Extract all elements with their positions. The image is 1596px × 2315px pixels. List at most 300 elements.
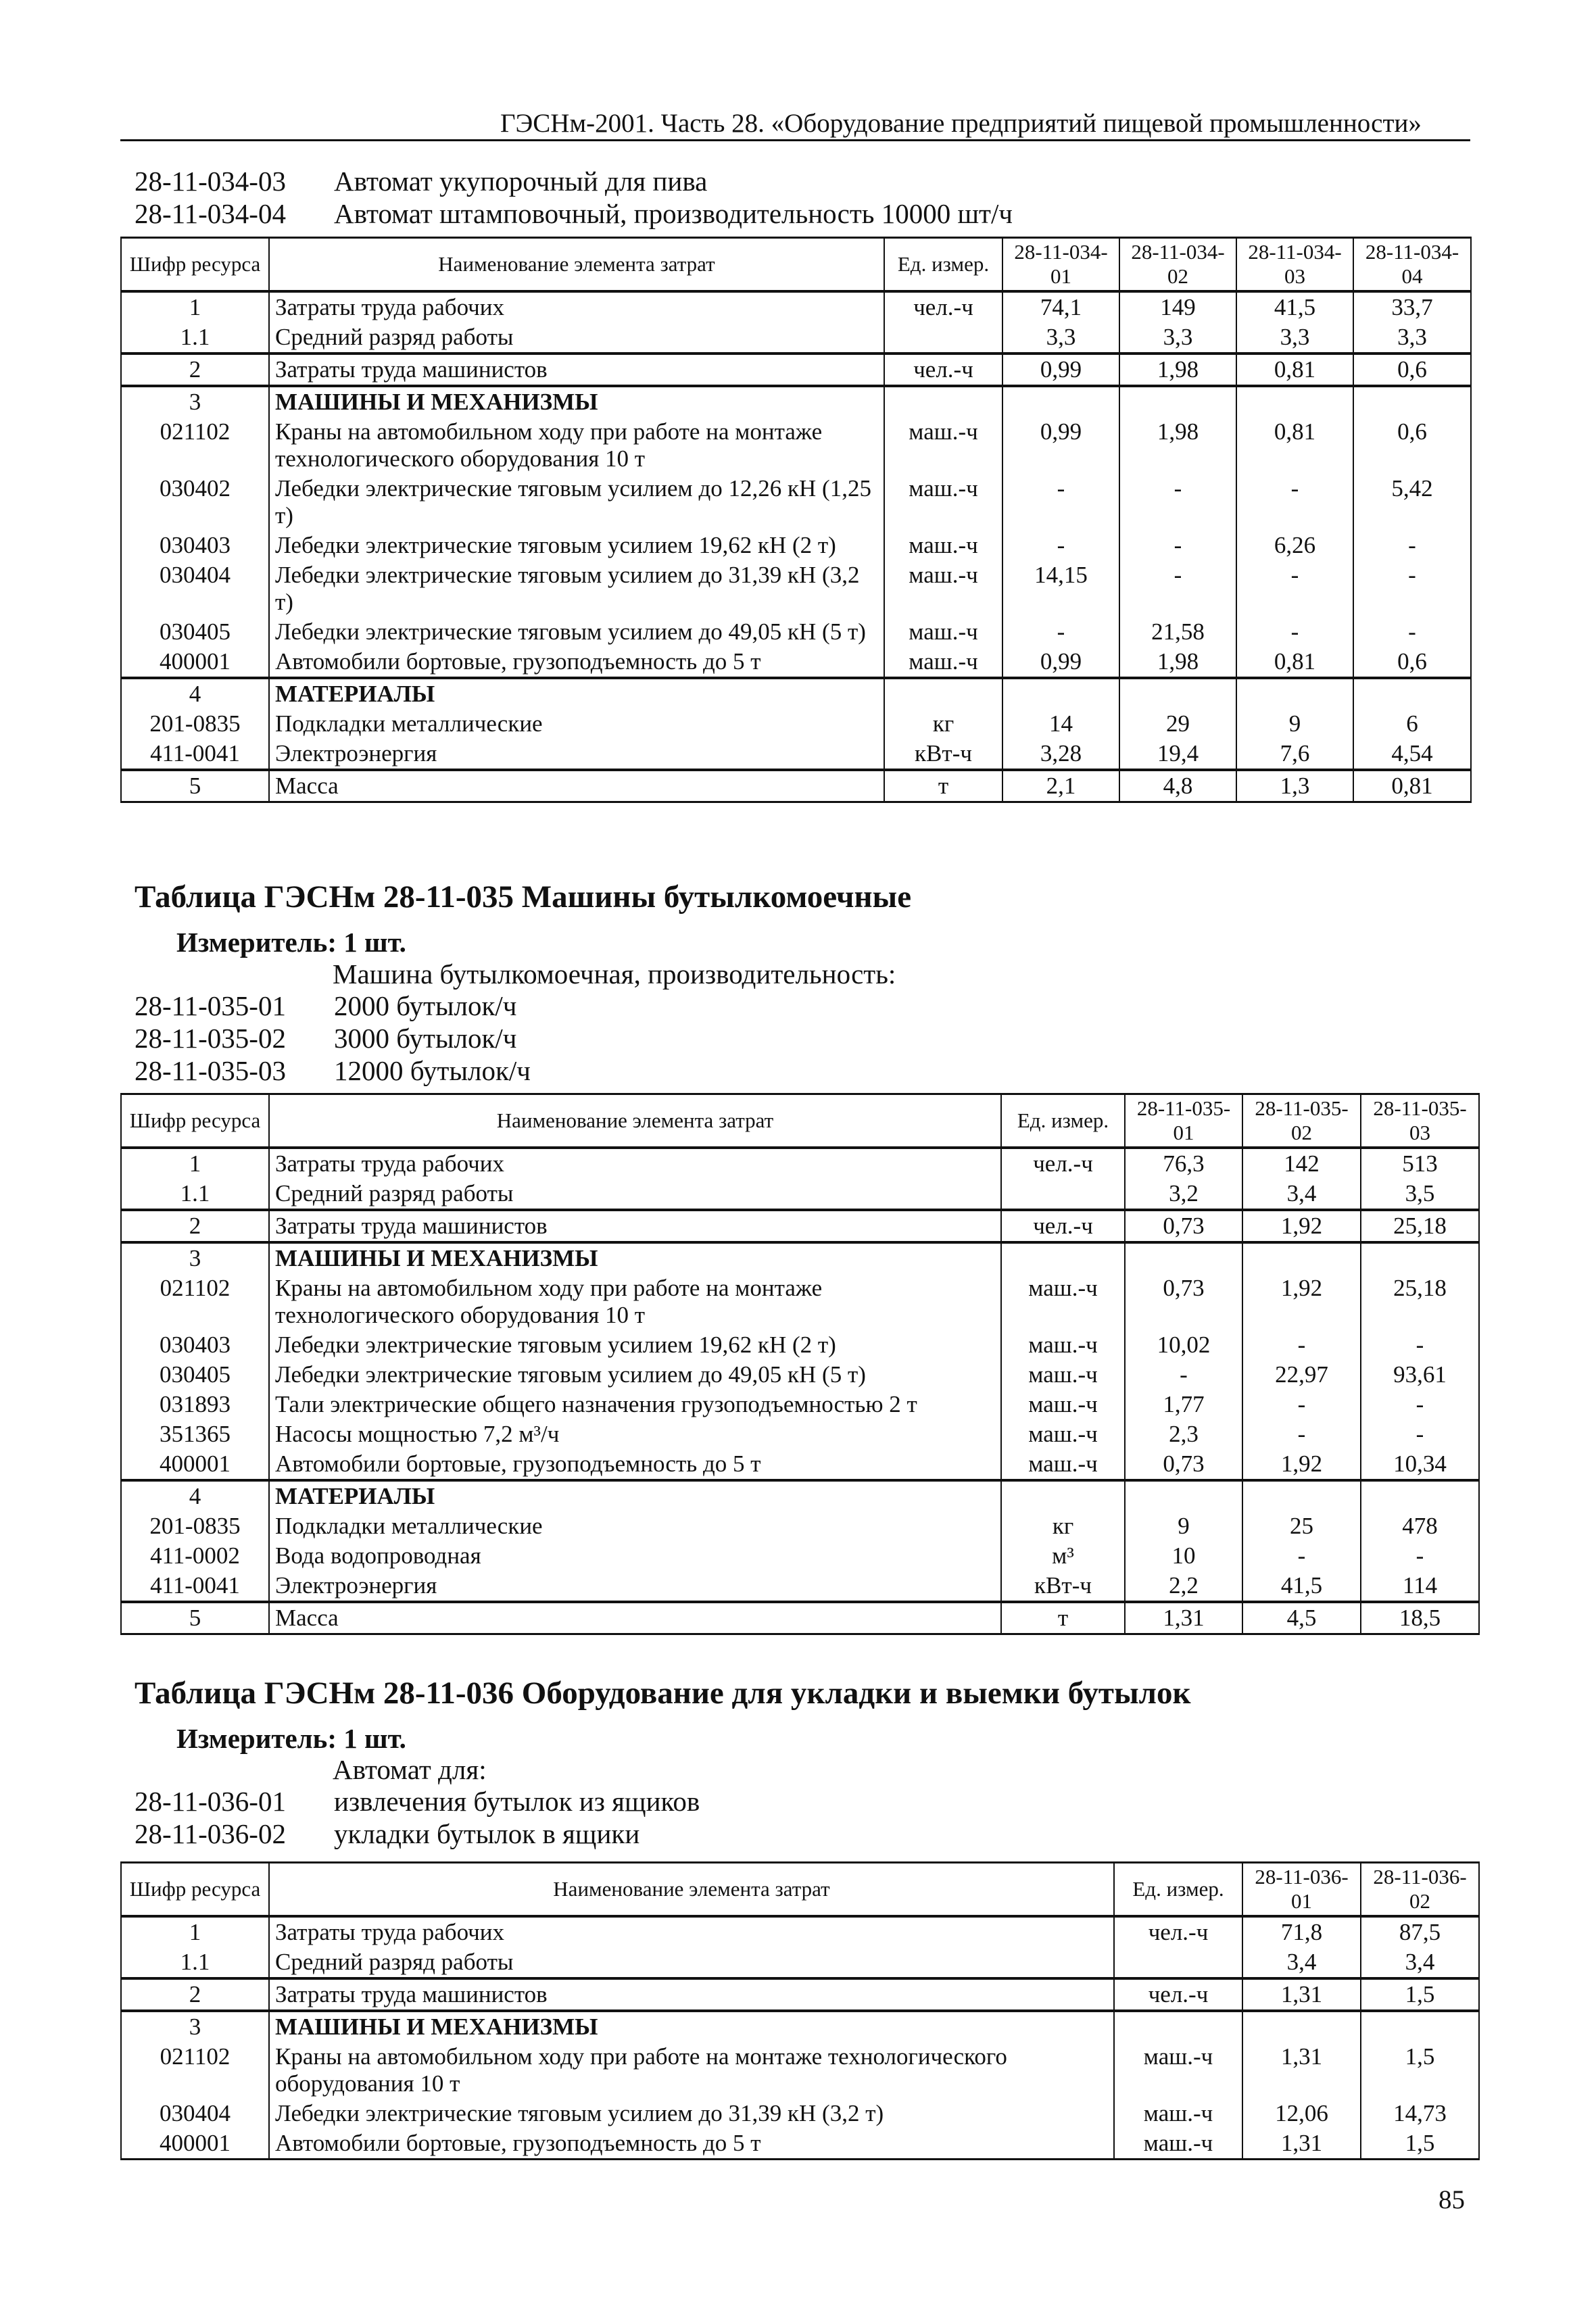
table-row (121, 531, 1471, 560)
norm-value: 3,4 (1242, 1947, 1361, 1978)
norm-value: 10,02 (1125, 1330, 1242, 1360)
norm-value: - (1119, 531, 1236, 560)
norm-description: 2000 бутылок/ч (334, 990, 517, 1021)
unit: маш.-ч (1114, 2128, 1242, 2160)
norm-code: 28-11-035-01 (135, 990, 286, 1021)
header-rule (120, 139, 1470, 141)
table-row (121, 1947, 1479, 1978)
resource-code: 2 (121, 1978, 269, 2011)
table-row (121, 739, 1471, 770)
norm-code: 28-11-035-03 (135, 1055, 286, 1086)
norm-value: 1,98 (1119, 354, 1236, 386)
norm-value: 3,28 (1002, 739, 1119, 770)
norm-value: 33,7 (1353, 291, 1471, 322)
norm-value: 2,3 (1125, 1419, 1242, 1449)
norm-value: - (1361, 1419, 1479, 1449)
resource-code: 1 (121, 1148, 269, 1179)
unit: чел.-ч (1114, 1978, 1242, 2011)
header-norm-column: 28-11-034-01 (1002, 238, 1119, 292)
norm-code: 28-11-036-01 (135, 1786, 286, 1817)
norm-value: 87,5 (1361, 1916, 1479, 1947)
norm-value (1361, 1480, 1479, 1511)
norm-value: 6,26 (1236, 531, 1353, 560)
norm-value (1125, 1242, 1242, 1273)
code-line (135, 1785, 700, 1818)
page-header: ГЭСНм-2001. Часть 28. «Оборудование предприятий пищевой промышленности» (500, 109, 1422, 138)
resource-code: 400001 (121, 2128, 269, 2160)
resource-code: 400001 (121, 1449, 269, 1480)
resource-code: 400001 (121, 647, 269, 678)
unit: маш.-ч (1001, 1330, 1125, 1360)
cost-element-name: Краны на автомобильном ходу при работе на монтаже технологического оборудования 10 т (269, 417, 884, 474)
norm-table-035 (120, 1093, 1480, 1635)
cost-element-name: Затраты труда машинистов (269, 1978, 1114, 2011)
header-unit: Ед. измер. (884, 238, 1002, 292)
unit: кг (884, 709, 1002, 739)
section-row (121, 1242, 1479, 1273)
norm-value (1236, 678, 1353, 709)
unit: чел.-ч (1001, 1210, 1125, 1242)
norm-value: 22,97 (1242, 1360, 1361, 1390)
table-row (121, 1541, 1479, 1571)
norm-value: 5,42 (1353, 474, 1471, 531)
header-norm-column: 28-11-034-03 (1236, 238, 1353, 292)
norm-value: 0,6 (1353, 647, 1471, 678)
norm-value: 14 (1002, 709, 1119, 739)
norm-value: 0,6 (1353, 417, 1471, 474)
norm-description: 3000 бутылок/ч (334, 1023, 517, 1054)
norm-value: - (1361, 1541, 1479, 1571)
norm-value (1242, 1480, 1361, 1511)
cost-element-name: Подкладки металлические (269, 1511, 1001, 1541)
norm-value: 0,99 (1002, 647, 1119, 678)
norm-value: 1,5 (1361, 1978, 1479, 2011)
unit: чел.-ч (1114, 1916, 1242, 1947)
header-norm-column: 28-11-035-03 (1361, 1094, 1479, 1148)
table-row (121, 1419, 1479, 1449)
norm-value (1353, 678, 1471, 709)
cost-element-name: Средний разряд работы (269, 1179, 1001, 1210)
cost-element-name: Масса (269, 1602, 1001, 1634)
norm-value: 3,5 (1361, 1179, 1479, 1210)
unit: маш.-ч (1001, 1419, 1125, 1449)
norm-value (1361, 1242, 1479, 1273)
norm-code: 28-11-035-02 (135, 1023, 286, 1054)
cost-element-name: Средний разряд работы (269, 1947, 1114, 1978)
norm-code: 28-11-034-03 (135, 166, 286, 197)
norm-value: 3,3 (1119, 322, 1236, 354)
norm-value: 6 (1353, 709, 1471, 739)
resource-code: 3 (121, 386, 269, 417)
resource-code: 030405 (121, 617, 269, 647)
resource-code: 411-0002 (121, 1541, 269, 1571)
norm-value: 14,73 (1361, 2099, 1479, 2128)
norm-value: - (1242, 1330, 1361, 1360)
resource-code: 030405 (121, 1360, 269, 1390)
norm-value: 478 (1361, 1511, 1479, 1541)
norm-value: 25,18 (1361, 1273, 1479, 1330)
table-row (121, 2042, 1479, 2099)
norm-value: 74,1 (1002, 291, 1119, 322)
table-row (121, 709, 1471, 739)
unit (1001, 1480, 1125, 1511)
resource-code: 2 (121, 1210, 269, 1242)
cost-element-name: Лебедки электрические тяговым усилием 19,62 кН (2 т) (269, 1330, 1001, 1360)
norm-value: 1,31 (1242, 1978, 1361, 2011)
header-cost-element: Наименование элемента затрат (269, 1863, 1114, 1917)
resource-code: 411-0041 (121, 739, 269, 770)
resource-code: 021102 (121, 417, 269, 474)
cost-element-name: Вода водопроводная (269, 1541, 1001, 1571)
unit: маш.-ч (1001, 1273, 1125, 1330)
norm-value: - (1242, 1541, 1361, 1571)
resource-code: 201-0835 (121, 709, 269, 739)
norm-value: 0,6 (1353, 354, 1471, 386)
norm-value: 3,3 (1002, 322, 1119, 354)
codes-036 (135, 1785, 700, 1850)
cost-element-name: Тали электрические общего назначения грузоподъемностью 2 т (269, 1390, 1001, 1419)
norm-value: 3,3 (1353, 322, 1471, 354)
unit: маш.-ч (1001, 1390, 1125, 1419)
resource-code: 411-0041 (121, 1571, 269, 1602)
norm-value (1002, 386, 1119, 417)
norm-value: 3,2 (1125, 1179, 1242, 1210)
unit: м³ (1001, 1541, 1125, 1571)
cost-element-name: Лебедки электрические тяговым усилием 19,62 кН (2 т) (269, 531, 884, 560)
unit: маш.-ч (884, 531, 1002, 560)
table-row (121, 1179, 1479, 1210)
table-row (121, 1390, 1479, 1419)
norm-value: 1,92 (1242, 1273, 1361, 1330)
unit: маш.-ч (884, 560, 1002, 617)
norm-value: 0,81 (1236, 417, 1353, 474)
section-row (121, 386, 1471, 417)
unit (1114, 2011, 1242, 2042)
code-line (135, 990, 531, 1022)
norm-value (1242, 1242, 1361, 1273)
cost-element-name: Затраты труда машинистов (269, 354, 884, 386)
unit (1001, 1242, 1125, 1273)
code-line (135, 197, 1013, 230)
cost-element-name: Насосы мощностью 7,2 м³/ч (269, 1419, 1001, 1449)
norm-value: 76,3 (1125, 1148, 1242, 1179)
norm-value (1119, 678, 1236, 709)
norm-value: 25,18 (1361, 1210, 1479, 1242)
page-number: 85 (1438, 2185, 1465, 2214)
resource-code: 030404 (121, 560, 269, 617)
unit: маш.-ч (884, 417, 1002, 474)
table-row (121, 354, 1471, 386)
unit (884, 322, 1002, 354)
unit: т (1001, 1602, 1125, 1634)
code-line (135, 1022, 531, 1054)
header-resource-code: Шифр ресурса (121, 1863, 269, 1917)
cost-element-name: МАШИНЫ И МЕХАНИЗМЫ (269, 1242, 1001, 1273)
unit: маш.-ч (1001, 1360, 1125, 1390)
norm-value: - (1236, 560, 1353, 617)
table-row (121, 322, 1471, 354)
norm-value: 2,2 (1125, 1571, 1242, 1602)
cost-element-name: Электроэнергия (269, 739, 884, 770)
norm-value: 1,31 (1242, 2042, 1361, 2099)
norm-description: Автомат штамповочный, производительность 10000 шт/ч (334, 198, 1013, 229)
norm-value: - (1236, 617, 1353, 647)
header-unit: Ед. измер. (1001, 1094, 1125, 1148)
resource-code: 5 (121, 770, 269, 802)
section-row (121, 2011, 1479, 2042)
norm-value (1361, 2011, 1479, 2042)
unit: маш.-ч (884, 647, 1002, 678)
unit (1114, 1947, 1242, 1978)
norm-value: 0,73 (1125, 1273, 1242, 1330)
norm-value: 14,15 (1002, 560, 1119, 617)
table-row (121, 474, 1471, 531)
resource-code: 1 (121, 291, 269, 322)
table-row (121, 770, 1471, 802)
table-row (121, 2128, 1479, 2160)
norm-value: - (1242, 1390, 1361, 1419)
norm-value: 1,98 (1119, 417, 1236, 474)
cost-element-name: МАШИНЫ И МЕХАНИЗМЫ (269, 2011, 1114, 2042)
norm-description: укладки бутылок в ящики (334, 1818, 640, 1849)
table-row (121, 1602, 1479, 1634)
norm-value: 0,81 (1236, 354, 1353, 386)
norm-value: 18,5 (1361, 1602, 1479, 1634)
norm-value: - (1236, 474, 1353, 531)
norm-value: 19,4 (1119, 739, 1236, 770)
table-row (121, 647, 1471, 678)
cost-element-name: МАШИНЫ И МЕХАНИЗМЫ (269, 386, 884, 417)
table-035-intro: Машина бутылкомоечная, производительность: (333, 958, 896, 990)
resource-code: 1 (121, 1916, 269, 1947)
header-norm-column: 28-11-036-01 (1242, 1863, 1361, 1917)
cost-element-name: Автомобили бортовые, грузоподъемность до 5 т (269, 2128, 1114, 2160)
table-036-title: Таблица ГЭСНм 28-11-036 Оборудование для укладки и выемки бутылок (135, 1676, 1191, 1711)
norm-value: 0,81 (1353, 770, 1471, 802)
norm-value: 4,5 (1242, 1602, 1361, 1634)
table-row (121, 1571, 1479, 1602)
norm-value (1242, 2011, 1361, 2042)
norm-value: 4,54 (1353, 739, 1471, 770)
norm-description: Автомат укупорочный для пива (334, 166, 708, 197)
header-resource-code: Шифр ресурса (121, 1094, 269, 1148)
norm-value: 0,81 (1236, 647, 1353, 678)
cost-element-name: Автомобили бортовые, грузоподъемность до 5 т (269, 647, 884, 678)
resource-code: 1.1 (121, 1947, 269, 1978)
resource-code: 4 (121, 1480, 269, 1511)
section-row (121, 1480, 1479, 1511)
resource-code: 4 (121, 678, 269, 709)
unit: маш.-ч (884, 474, 1002, 531)
table-row (121, 1210, 1479, 1242)
norm-value: 1,31 (1242, 2128, 1361, 2160)
table-row (121, 2099, 1479, 2128)
table-035-measure: Измеритель: 1 шт. (176, 927, 406, 958)
unit: чел.-ч (1001, 1148, 1125, 1179)
header-norm-column: 28-11-034-04 (1353, 238, 1471, 292)
norm-value (1353, 386, 1471, 417)
norm-value: 9 (1236, 709, 1353, 739)
norm-value: 0,73 (1125, 1449, 1242, 1480)
header-norm-column: 28-11-035-02 (1242, 1094, 1361, 1148)
norm-value: 1,31 (1125, 1602, 1242, 1634)
table-row (121, 1148, 1479, 1179)
resource-code: 031893 (121, 1390, 269, 1419)
norm-code: 28-11-034-04 (135, 198, 286, 229)
unit: т (884, 770, 1002, 802)
table-row (121, 1511, 1479, 1541)
unit: кВт-ч (1001, 1571, 1125, 1602)
norm-value: 93,61 (1361, 1360, 1479, 1390)
norm-value: - (1361, 1390, 1479, 1419)
table-row (121, 1978, 1479, 2011)
resource-code: 1.1 (121, 322, 269, 354)
cost-element-name: Лебедки электрические тяговым усилием до 12,26 кН (1,25 т) (269, 474, 884, 531)
norm-value: 114 (1361, 1571, 1479, 1602)
norm-value: 29 (1119, 709, 1236, 739)
norm-value: 2,1 (1002, 770, 1119, 802)
norm-value: 0,99 (1002, 354, 1119, 386)
table-row (121, 1449, 1479, 1480)
norm-value: 41,5 (1236, 291, 1353, 322)
table-row (121, 560, 1471, 617)
cost-element-name: Масса (269, 770, 884, 802)
norm-value: - (1002, 474, 1119, 531)
cost-element-name: Краны на автомобильном ходу при работе на монтаже технологического оборудования 10 т (269, 2042, 1114, 2099)
cost-element-name: Электроэнергия (269, 1571, 1001, 1602)
resource-code: 3 (121, 1242, 269, 1273)
norm-value: - (1125, 1360, 1242, 1390)
cost-element-name: Средний разряд работы (269, 322, 884, 354)
header-unit: Ед. измер. (1114, 1863, 1242, 1917)
table-row (121, 417, 1471, 474)
norm-value: - (1002, 617, 1119, 647)
norm-value (1125, 1480, 1242, 1511)
norm-value: 142 (1242, 1148, 1361, 1179)
unit (884, 678, 1002, 709)
cost-element-name: Лебедки электрические тяговым усилием до 31,39 кН (3,2 т) (269, 2099, 1114, 2128)
resource-code: 351365 (121, 1419, 269, 1449)
table-row (121, 1916, 1479, 1947)
table-row (121, 1330, 1479, 1360)
norm-value: - (1361, 1330, 1479, 1360)
resource-code: 021102 (121, 1273, 269, 1330)
norm-value: 71,8 (1242, 1916, 1361, 1947)
norm-value: - (1353, 617, 1471, 647)
table-row (121, 1273, 1479, 1330)
table-row (121, 1360, 1479, 1390)
norm-value: - (1353, 560, 1471, 617)
norm-value: 3,3 (1236, 322, 1353, 354)
norm-value: 1,5 (1361, 2042, 1479, 2099)
norm-value: 25 (1242, 1511, 1361, 1541)
norm-value: - (1242, 1419, 1361, 1449)
codes-034 (135, 165, 1013, 230)
norm-value: 1,3 (1236, 770, 1353, 802)
table-header-row (121, 238, 1471, 292)
table-035-title: Таблица ГЭСНм 28-11-035 Машины бутылкомоечные (135, 879, 912, 915)
cost-element-name: Подкладки металлические (269, 709, 884, 739)
unit: кВт-ч (884, 739, 1002, 770)
norm-value: - (1119, 474, 1236, 531)
resource-code: 3 (121, 2011, 269, 2042)
norm-table-036 (120, 1861, 1480, 2160)
norm-value: 21,58 (1119, 617, 1236, 647)
cost-element-name: Затраты труда рабочих (269, 1148, 1001, 1179)
norm-value: 0,99 (1002, 417, 1119, 474)
unit: маш.-ч (884, 617, 1002, 647)
norm-value: 1,92 (1242, 1449, 1361, 1480)
norm-value (1002, 678, 1119, 709)
header-norm-column: 28-11-034-02 (1119, 238, 1236, 292)
norm-value: 1,77 (1125, 1390, 1242, 1419)
table-row (121, 291, 1471, 322)
resource-code: 030402 (121, 474, 269, 531)
norm-description: извлечения бутылок из ящиков (334, 1786, 700, 1817)
resource-code: 030403 (121, 531, 269, 560)
norm-value: 3,4 (1361, 1947, 1479, 1978)
norm-code: 28-11-036-02 (135, 1818, 286, 1849)
norm-value: - (1119, 560, 1236, 617)
norm-value: 9 (1125, 1511, 1242, 1541)
codes-035 (135, 990, 531, 1087)
cost-element-name: МАТЕРИАЛЫ (269, 678, 884, 709)
norm-value: 1,98 (1119, 647, 1236, 678)
resource-code: 2 (121, 354, 269, 386)
norm-value: 41,5 (1242, 1571, 1361, 1602)
table-row (121, 617, 1471, 647)
norm-value: 1,5 (1361, 2128, 1479, 2160)
resource-code: 030403 (121, 1330, 269, 1360)
code-line (135, 1054, 531, 1087)
cost-element-name: Затраты труда рабочих (269, 1916, 1114, 1947)
norm-value: 149 (1119, 291, 1236, 322)
cost-element-name: Автомобили бортовые, грузоподъемность до 5 т (269, 1449, 1001, 1480)
resource-code: 030404 (121, 2099, 269, 2128)
norm-value: 1,92 (1242, 1210, 1361, 1242)
norm-value: 513 (1361, 1148, 1479, 1179)
norm-value: - (1002, 531, 1119, 560)
cost-element-name: Лебедки электрические тяговым усилием до 31,39 кН (3,2 т) (269, 560, 884, 617)
table-header-row (121, 1094, 1479, 1148)
unit: маш.-ч (1114, 2099, 1242, 2128)
cost-element-name: Затраты труда машинистов (269, 1210, 1001, 1242)
norm-value: 12,06 (1242, 2099, 1361, 2128)
norm-description: 12000 бутылок/ч (334, 1055, 531, 1086)
section-row (121, 678, 1471, 709)
table-036-measure: Измеритель: 1 шт. (176, 1723, 406, 1754)
norm-value: 4,8 (1119, 770, 1236, 802)
unit: чел.-ч (884, 291, 1002, 322)
cost-element-name: Лебедки электрические тяговым усилием до 49,05 кН (5 т) (269, 1360, 1001, 1390)
norm-value: 10,34 (1361, 1449, 1479, 1480)
header-norm-column: 28-11-035-01 (1125, 1094, 1242, 1148)
cost-element-name: Затраты труда рабочих (269, 291, 884, 322)
code-line (135, 1818, 700, 1850)
table-header-row (121, 1863, 1479, 1917)
resource-code: 021102 (121, 2042, 269, 2099)
norm-value: - (1353, 531, 1471, 560)
code-line (135, 165, 1013, 197)
norm-value: 10 (1125, 1541, 1242, 1571)
unit (884, 386, 1002, 417)
norm-value (1119, 386, 1236, 417)
header-norm-column: 28-11-036-02 (1361, 1863, 1479, 1917)
table-036-intro: Автомат для: (333, 1754, 487, 1785)
norm-value (1236, 386, 1353, 417)
unit: маш.-ч (1001, 1449, 1125, 1480)
unit: маш.-ч (1114, 2042, 1242, 2099)
